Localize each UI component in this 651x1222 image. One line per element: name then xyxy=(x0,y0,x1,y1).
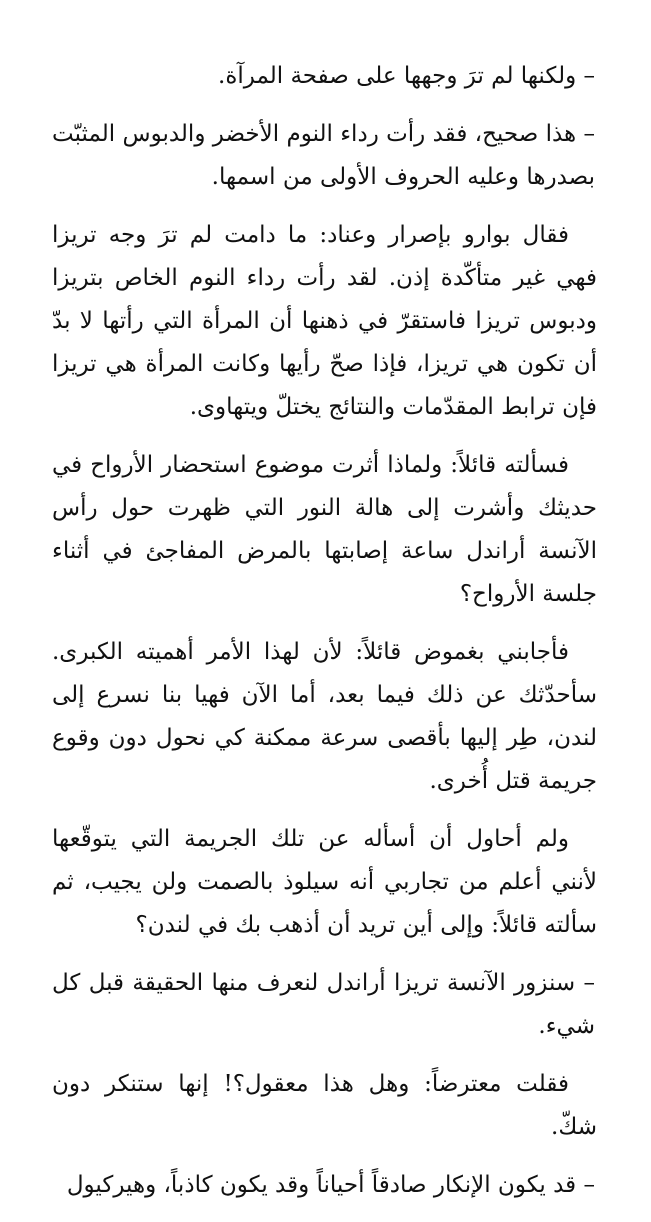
dialogue-line: – ولكنها لم ترَ وجهها على صفحة المرآة. xyxy=(218,63,595,89)
dialogue-line: – قد يكون الإنكار صادقاً أحياناً وقد يكون كاذباً، وهيركيول xyxy=(66,1172,595,1198)
dialogue-line: – سنزور الآنسة تريزا أراندل لنعرف منها الحقيقة قبل كل شيء. xyxy=(52,970,595,1039)
book-page-text xyxy=(52,55,597,1222)
dialogue-line: – هذا صحيح، فقد رأت رداء النوم الأخضر والدبوس المثبّت بصدرها وعليه الحروف الأولى من اسمها. xyxy=(52,121,595,190)
narrative-paragraph: فأجابني بغموض قائلاً: لأن لهذا الأمر أهميته الكبرى. سأحدّثك عن ذلك فيما بعد، أما الآن فهيا بنا نسرع إلى لندن، طِر إليها بأقصى سرعة ممكنة كي نحول دون وقوع جريمة قتل أُخرى. xyxy=(52,639,597,794)
narrative-paragraph: ولم أحاول أن أسأله عن تلك الجريمة التي يتوقّعها لأنني أعلم من تجاربي أنه سيلوذ بالصمت ولن يجيب، ثم سألته قائلاً: وإلى أين تريد أن أذهب بك في لندن؟ xyxy=(52,826,597,938)
narrative-paragraph: فقال بوارو بإصرار وعناد: ما دامت لم ترَ وجه تريزا فهي غير متأكّدة إذن. لقد رأت رداء النوم الخاص بتريزا ودبوس تريزا فاستقرّ في ذهنها أن المرأة التي رأتها لا بدّ أن تكون هي تريزا، فإذا صحّ رأيها وكانت المرأة هي تريزا فإن ترابط المقدّمات والنتائج يختلّ ويتهاوى. xyxy=(52,222,597,420)
narrative-paragraph: فسألته قائلاً: ولماذا أثرت موضوع استحضار الأرواح في حديثك وأشرت إلى هالة النور التي ظهرت حول رأس الآنسة أراندل ساعة إصابتها بالمرض المفاجئ في أثناء جلسة الأرواح؟ xyxy=(52,452,597,607)
narrative-paragraph: فقلت معترضاً: وهل هذا معقول؟! إنها ستنكر دون شكّ. xyxy=(52,1071,597,1140)
